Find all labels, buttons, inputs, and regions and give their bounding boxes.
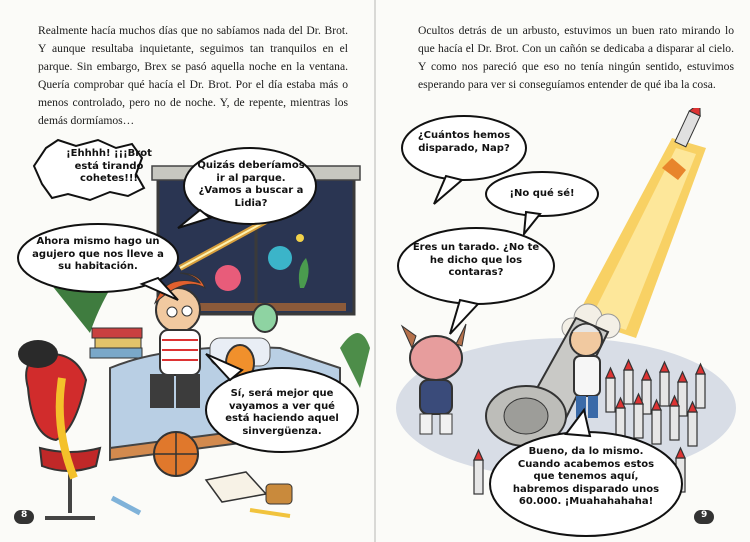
left-page-text [38, 22, 348, 130]
bubble-park: Quizás deberíamos ir al parque. ¿Vamos a buscar a Lidia? [197, 160, 305, 209]
bubble-dummy: Eres un tarado. ¿No te he dicho que los contaras? [412, 242, 540, 278]
page-number: 9 [701, 510, 708, 520]
basketball [154, 432, 198, 476]
page-number: 8 [21, 510, 28, 520]
right-page-paragraph: Ocultos detrás de un arbusto, estuvimos un buen rato mirando lo que hacía el Dr. Brot. Con un cañón se dedicaba a disparar al cielo. Y como nos pareció que eso no tenía ningún sentido, estuvimos esperando para ver si conseguíamos entender de qué iba la cosa. [418, 24, 734, 91]
bubble-better: Sí, será mejor que vayamos a ver qué está haciendo aquel sinvergüenza. [225, 388, 339, 437]
flying-rocket [675, 108, 705, 147]
bubble-rockets: ¡Ehhhh! ¡¡¡Brot está tirando cohetes!!! [66, 148, 152, 184]
right-page [376, 0, 750, 542]
bubble-whatever: Bueno, da lo mismo. Cuando acabemos estos que tenemos aquí, habremos disparado unos 60.000. ¡Muahahahaha! [512, 446, 660, 507]
bubble-dont-know: ¡No qué sé! [509, 188, 575, 199]
left-page [0, 0, 374, 542]
bubble-hole: Ahora mismo hago un agujero que nos lleve a su habitación. [32, 236, 164, 272]
left-page-paragraph: Realmente hacía muchos días que no sabíamos nada del Dr. Brot. Y aunque resultaba inquietante, seguimos tan tranquilos en el parque. Sin embargo, Brex se pasó aquella noche en la ventana. Quería comprobar qué hacía el Dr. Brot. Por el día estaba más o menos controlado, pero no de noche. Y, de repente, mientras los demás dormíamos… [38, 24, 348, 127]
bubble-how-many: ¿Cuántos hemos disparado, Nap? [417, 130, 511, 154]
red-chair [26, 354, 100, 518]
right-page-text [418, 22, 734, 94]
